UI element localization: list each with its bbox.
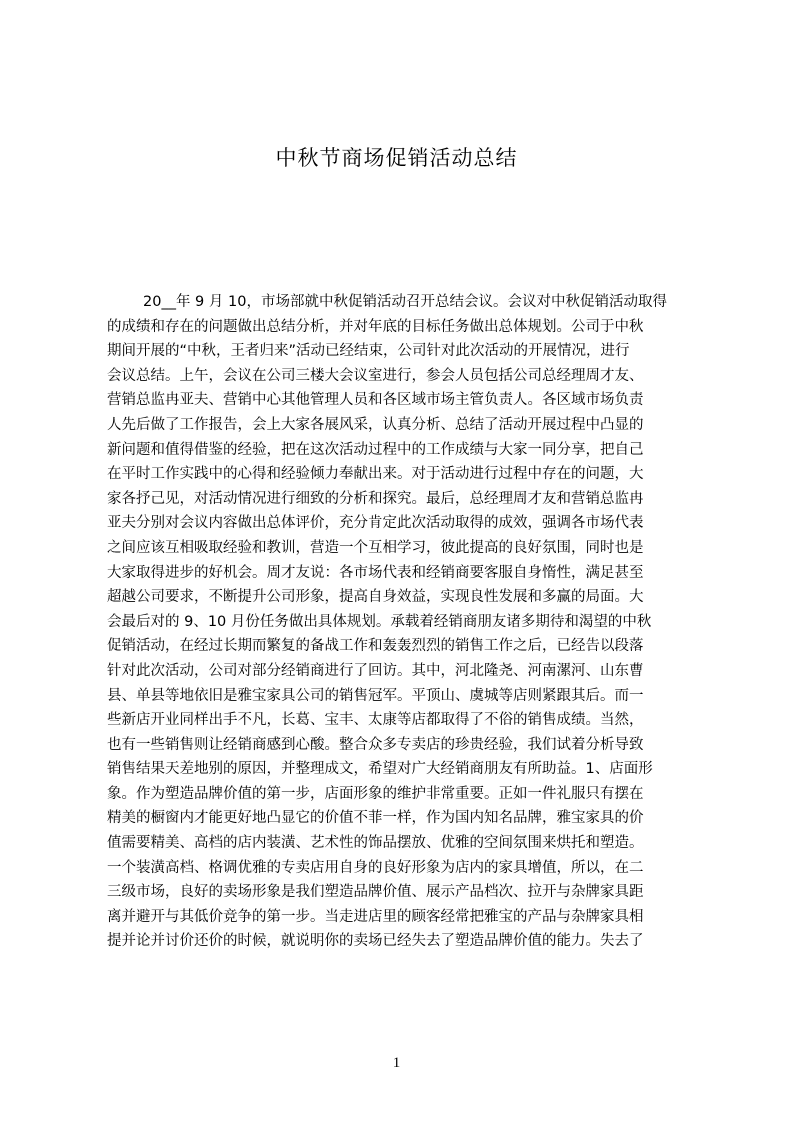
paragraph-line: 会最后对的 9、10 月份任务做出具体规划。承载着经销商朋友诸多期待和渴望的中秋 [107,613,652,630]
paragraph-line: 营销总监冉亚夫、营销中心其他管理人员和各区域市场主管负责人。各区域市场负责 [107,392,644,409]
paragraph-line: 针对此次活动，公司对部分经销商进行了回访。其中，河北隆尧、河南漯河、山东曹 [107,662,644,679]
paragraph-line: 象。作为塑造品牌价值的第一步，店面形象的维护非常重要。正如一件礼服只有摆在 [107,785,644,802]
paragraph-line: 之间应该互相吸取经验和教训，营造一个互相学习，彼此提高的良好氛围，同时也是 [107,539,644,556]
paragraph-line: 在平时工作实践中的心得和经验倾力奉献出来。对于活动进行过程中存在的问题，大 [107,466,644,483]
paragraph-line: 三级市场，良好的卖场形象是我们塑造品牌价值、展示产品档次、拉开与杂牌家具距 [107,884,644,901]
paragraph-line: 超越公司要求，不断提升公司形象，提高自身效益，实现良性发展和多赢的局面。大 [107,589,644,606]
paragraph-line: 离并避开与其低价竞争的第一步。当走进店里的顾客经常把雅宝的产品与杂牌家具相 [107,908,644,925]
paragraph-line: 期间开展的“中秋，王者归来”活动已经结束，公司针对此次活动的开展情况，进行 [107,343,630,360]
document-title: 中秋节商场促销活动总结 [275,146,518,170]
paragraph-line: 也有一些销售则让经销商感到心酸。整合众多专卖店的珍贵经验，我们试着分析导致 [107,736,644,753]
paragraph-line: 精美的橱窗内才能更好地凸显它的价值不菲一样，作为国内知名品牌，雅宝家具的价 [107,810,644,827]
paragraph-line: 值需要精美、高档的店内装潢、艺术性的饰品摆放、优雅的空间氛围来烘托和塑造。 [107,835,644,852]
paragraph-line: 促销活动，在经过长期而繁复的备战工作和轰轰烈烈的销售工作之后，已经告以段落 [107,638,644,655]
paragraph-line: 的成绩和存在的问题做出总结分析，并对年底的目标任务做出总体规划。公司于中秋 [107,318,644,335]
paragraph-line: 会议总结。上午，会议在公司三楼大会议室进行，参会人员包括公司总经理周才友、 [107,367,644,384]
paragraph-line: 县、单县等地依旧是雅宝家具公司的销售冠军。平顶山、虞城等店则紧跟其后。而一 [107,687,644,704]
page-number: 1 [392,1055,401,1071]
paragraph-line: 一个装潢高档、格调优雅的专卖店用自身的良好形象为店内的家具增值，所以，在二 [107,859,644,876]
paragraph-line: 亚夫分别对会议内容做出总体评价，充分肯定此次活动取得的成效，强调各市场代表 [107,515,644,532]
paragraph-line: 20__年 9 月 10，市场部就中秋促销活动召开总结会议。会议对中秋促销活动取得 [143,294,667,310]
paragraph-line: 家各抒己见，对活动情况进行细致的分析和探究。最后，总经理周才友和营销总监冉 [107,490,644,507]
paragraph-line: 新问题和值得借鉴的经验，把在这次活动过程中的工作成绩与大家一同分享，把自己 [107,441,644,458]
paragraph-line: 提并论并讨价还价的时候，就说明你的卖场已经失去了塑造品牌价值的能力。失去了 [107,933,644,950]
document-body [107,290,697,954]
paragraph-line: 大家取得进步的好机会。周才友说：各市场代表和经销商要客服自身惰性，满足甚至 [107,564,644,581]
paragraph-line: 销售结果天差地别的原因，并整理成文，希望对广大经销商朋友有所助益。1、店面形 [107,761,653,778]
paragraph-line: 人先后做了工作报告，会上大家各展风采，认真分析、总结了活动开展过程中凸显的 [107,416,644,433]
paragraph-line: 些新店开业同样出手不凡，长葛、宝丰、太康等店都取得了不俗的销售成绩。当然， [107,712,644,729]
